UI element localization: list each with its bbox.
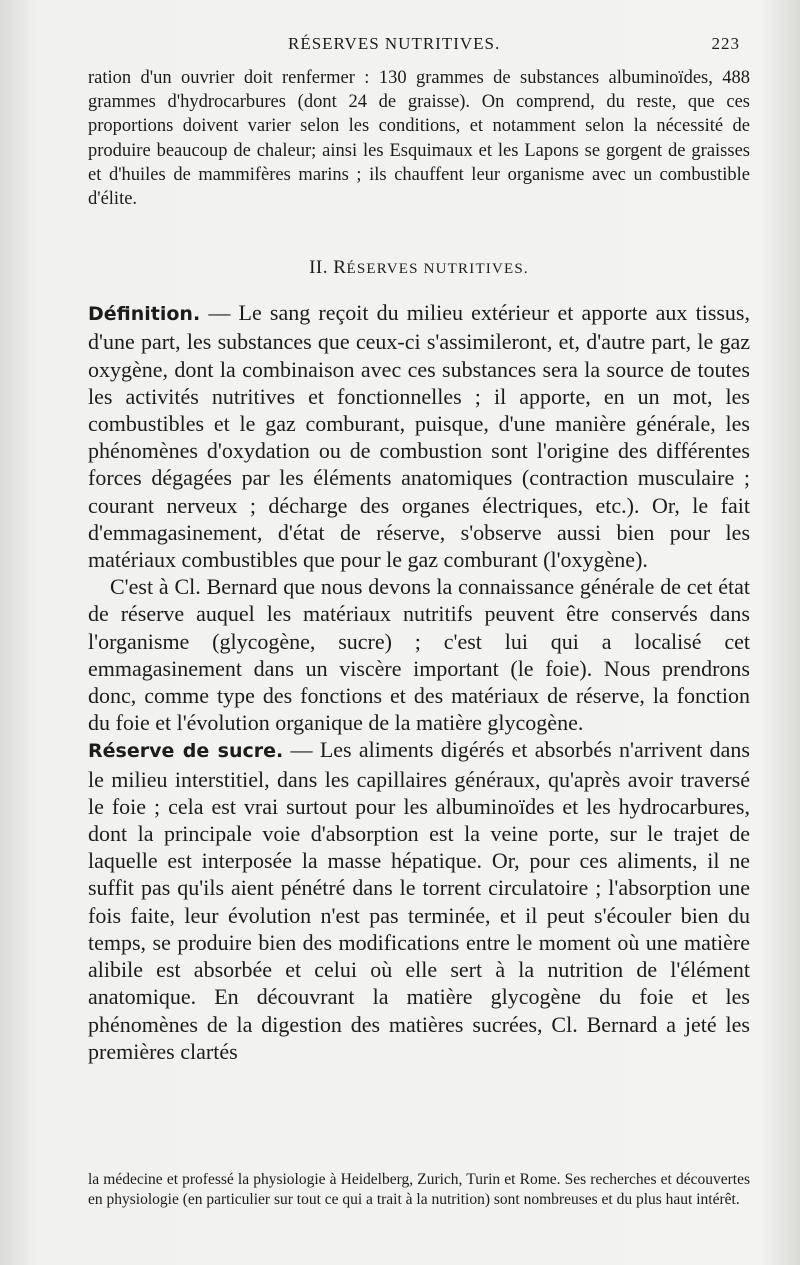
paragraph-text: — Les aliments digérés et absorbés n'arrivent dans le milieu interstitiel, dans les capillaires généraux, qu'après avoir traversé le foie ; cela est vrai surtout pour les albuminoïdes et les hydrocarbures, dont la principale voie d'absorption est la veine porte, sur le trajet de laquelle est interposée la masse hépatique. Or, pour ces aliments, il ne suffit pas qu'ils aient pénétré dans le torrent circulatoire ; l'absorption une fois faite, leur évolution n'est pas terminée, et il peut s'écouler bien du temps, se produire bien des modifications entre le moment où une matière alibile est absorbée et celui où elle sert à la nutrition de l'élément anatomique. En découvrant la matière glycogène du foie et les phénomènes de la digestion des matières sucrées, Cl. Bernard a jeté les premières clartés — [88, 737, 750, 1064]
main-text — [88, 66, 750, 1065]
page-header — [88, 34, 740, 58]
paragraph-bernard — [88, 573, 750, 736]
paragraph-reserve-sucre — [88, 736, 750, 1064]
section-initial: R — [333, 257, 347, 279]
running-title: RÉSERVES NUTRITIVES. — [288, 34, 501, 53]
paragraph-text: C'est à Cl. Bernard que nous devons la connaissance générale de cet état de réserve auquel les matériaux nutritifs peuvent être conservés dans l'organisme (glycogène, sucre) ; c'est lui qui a localisé cet emmagasinement dans un viscère important (le foie). Nous prendrons donc, comme type des fonctions et des matériaux de réserve, la fonction du foie et l'évolution organique de la matière glycogène. — [88, 574, 750, 736]
runin-heading: Réserve de sucre. — [88, 740, 284, 763]
section-title-rest: ÉSERVES NUTRITIVES. — [346, 261, 529, 278]
section-heading — [88, 257, 750, 279]
section-number: II. — [309, 257, 329, 279]
page-number: 223 — [711, 34, 740, 53]
runin-heading: Définition. — [88, 303, 201, 326]
paragraph-text: — Le sang reçoit du milieu extérieur et apporte aux tissus, d'une part, les substances que ceux-ci s'assimileront, et, d'autre part, le gaz oxygène, dont la combinaison avec ces substances sera la source de toutes les activités nutritives et fonctionnelles ; il apporte, en un mot, les combustibles et le gaz comburant, puisque, d'une manière générale, les phénomènes d'oxydation ou de combustion sont l'origine des différentes forces dégagées par les éléments anatomiques (contraction musculaire ; courant nerveux ; décharge des organes électriques, etc.). Or, le fait d'emmagasinement, d'état de réserve, s'observe aussi bien pour les matériaux combustibles que pour le gaz comburant (l'oxygène). — [88, 300, 750, 573]
paragraph-definition — [88, 299, 750, 573]
continuation-paragraph: ration d'un ouvrier doit renfermer : 130 grammes de substances albuminoïdes, 488 grammes d'hydrocarbures (dont 24 de graisse). On comprend, du reste, que ces proportions doivent varier selon les conditions, et notamment selon la nécessité de produire beaucoup de chaleur; ainsi les Esquimaux et les Lapons se gorgent de graisses et d'huiles de mammifères marins ; ils chauffent leur organisme avec un combustible d'élite. — [88, 68, 750, 210]
footnote: la médecine et professé la physiologie à Heidelberg, Zurich, Turin et Rome. Ses recherches et découvertes en physiologie (en particulier sur tout ce qui a trait à la nutrition) sont nombreuses et du plus haut intérêt. — [88, 1171, 750, 1208]
